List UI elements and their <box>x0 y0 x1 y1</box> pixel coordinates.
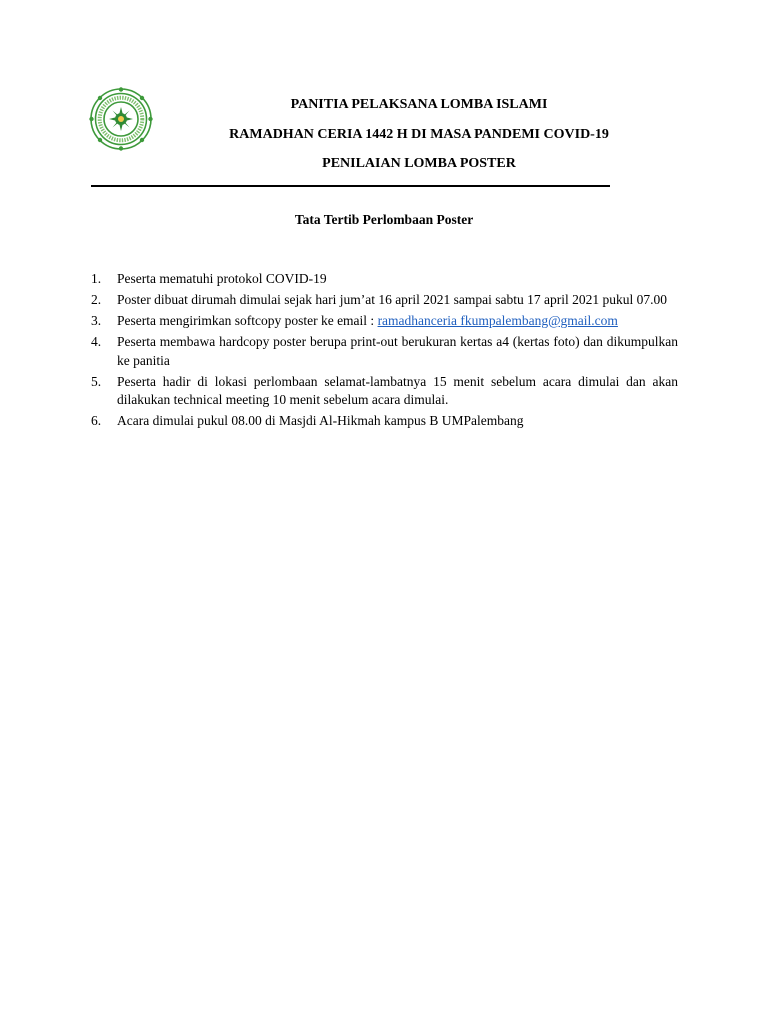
list-item <box>91 291 678 310</box>
list-item-number: 1. <box>91 271 102 286</box>
list-item-number: 6. <box>91 413 102 428</box>
list-item <box>91 312 678 331</box>
email-link[interactable]: ramadhanceria fkumpalembang@gmail.com <box>377 313 618 328</box>
header-title-line-3: PENILAIAN LOMBA POSTER <box>322 156 516 171</box>
list-item-text: Peserta hadir di lokasi perlombaan selamat-lambatnya 15 menit sebelum acara dimulai dan akan dilakukan technical meeting 10 menit sebelum acara dimulai. <box>117 373 678 407</box>
section-title: Tata Tertib Perlombaan Poster <box>294 212 474 227</box>
header-title-line-1: PANITIA PELAKSANA LOMBA ISLAMI <box>290 97 548 112</box>
list-item-number: 2. <box>91 292 102 307</box>
list-item-text: Peserta mengirimkan softcopy poster ke email : <box>117 313 378 328</box>
list-item <box>91 270 678 289</box>
document-header <box>190 90 648 179</box>
university-seal-icon <box>89 87 153 151</box>
list-item-text: Peserta membawa hardcopy poster berupa print-out berukuran kertas a4 (kertas foto) dan dikumpulkan ke panitia <box>117 334 678 368</box>
list-item <box>91 373 678 410</box>
header-title-line-2: RAMADHAN CERIA 1442 H DI MASA PANDEMI COVID-19 <box>229 126 609 142</box>
list-item-text: Poster dibuat dirumah dimulai sejak hari jum’at 16 april 2021 sampai sabtu 17 april 2021 pukul 07.00 <box>117 292 668 307</box>
list-item-number: 3. <box>91 313 102 328</box>
header-divider <box>91 185 610 187</box>
list-item-number: 5. <box>91 373 102 389</box>
list-item-text: Acara dimulai pukul 08.00 di Masjdi Al-Hikmah kampus B UMPalembang <box>117 413 524 428</box>
list-item-text: Peserta mematuhi protokol COVID-19 <box>117 271 327 286</box>
list-item <box>91 333 678 370</box>
list-item <box>91 412 678 431</box>
rules-list <box>91 270 678 433</box>
list-item-number: 4. <box>91 334 102 349</box>
